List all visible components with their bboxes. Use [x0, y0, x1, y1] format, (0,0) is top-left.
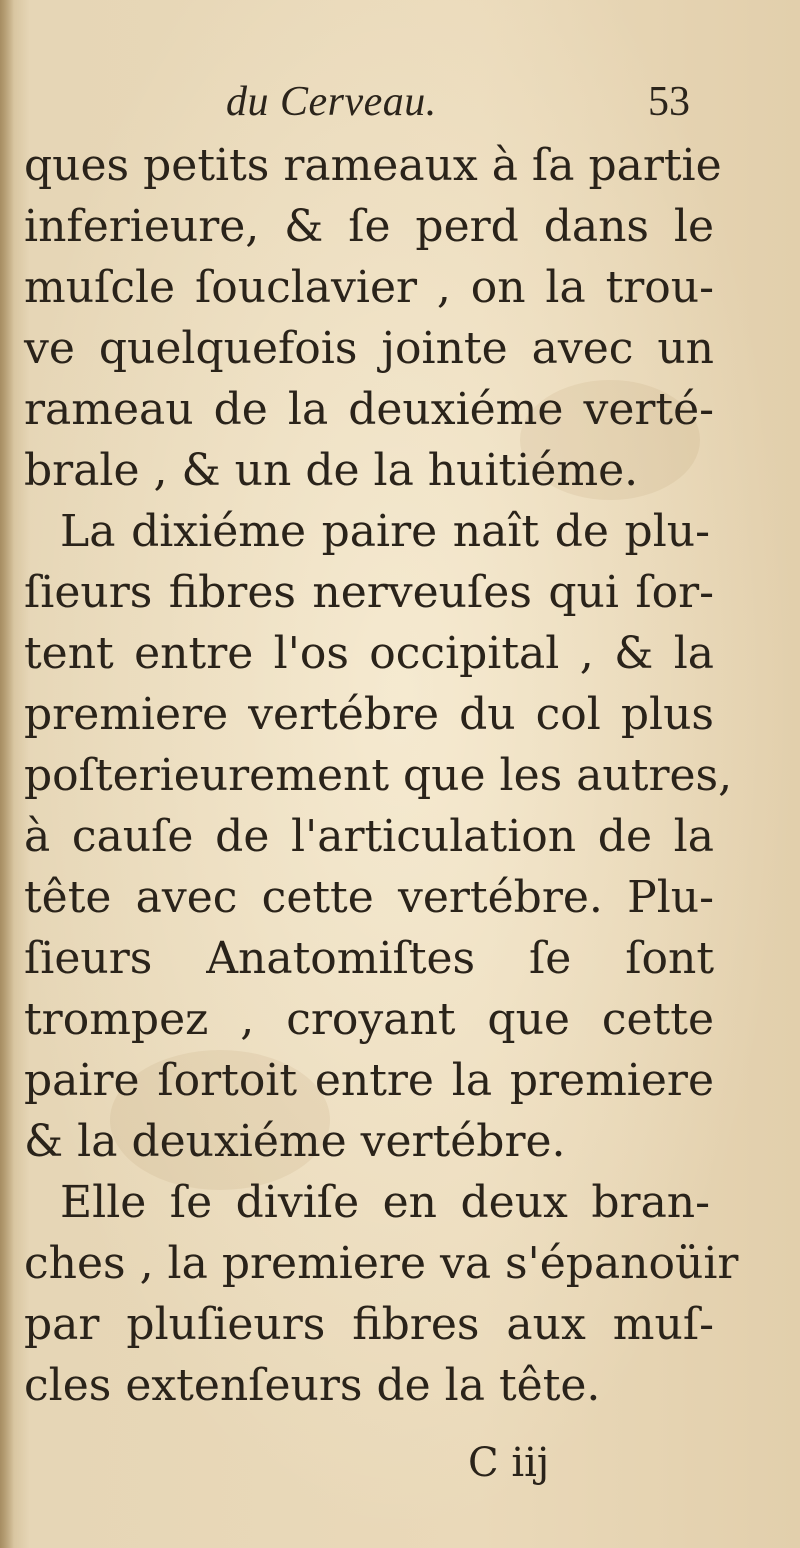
text-line: muſcle ſouclavier , on la trou-	[24, 262, 714, 313]
page-gutter-shadow	[0, 0, 14, 1548]
text-line: ques petits rameaux à ſa partie	[24, 140, 722, 191]
text-line: premiere vertébre du col plus	[24, 689, 714, 740]
text-line: trompez , croyant que cette	[24, 994, 714, 1045]
text-line: rameau de la deuxiéme verté-	[24, 384, 714, 435]
text-line: tête avec cette vertébre. Plu-	[24, 872, 714, 923]
text-line: ſieurs fibres nerveuſes qui ſor-	[24, 567, 714, 618]
page-number: 53	[648, 79, 690, 125]
page-header	[0, 72, 800, 132]
text-line: cles extenſeurs de la tête.	[24, 1360, 601, 1411]
text-line: ches , la premiere va s'épanoüir	[24, 1238, 739, 1289]
text-line: ve quelquefois jointe avec un	[24, 323, 714, 374]
paragraph-start-line: Elle ſe diviſe en deux bran-	[60, 1177, 710, 1228]
text-line: & la deuxiéme vertébre.	[24, 1116, 566, 1167]
text-line: par pluſieurs fibres aux muſ-	[24, 1299, 714, 1350]
text-line: tent entre l'os occipital , & la	[24, 628, 714, 679]
text-line: brale , & un de la huitiéme.	[24, 445, 639, 496]
text-line: paire ſortoit entre la premiere	[24, 1055, 714, 1106]
text-line: à cauſe de l'articulation de la	[24, 811, 714, 862]
text-line: inferieure, & ſe perd dans le	[24, 201, 714, 252]
paragraph-start-line: La dixiéme paire naît de plu-	[60, 506, 710, 557]
signature-mark: C iij	[468, 1440, 550, 1486]
text-line: poſterieurement que les autres,	[24, 750, 733, 801]
text-line: ſieurs Anatomiſtes ſe ſont	[24, 933, 714, 984]
running-title: du Cerveau.	[226, 79, 437, 125]
